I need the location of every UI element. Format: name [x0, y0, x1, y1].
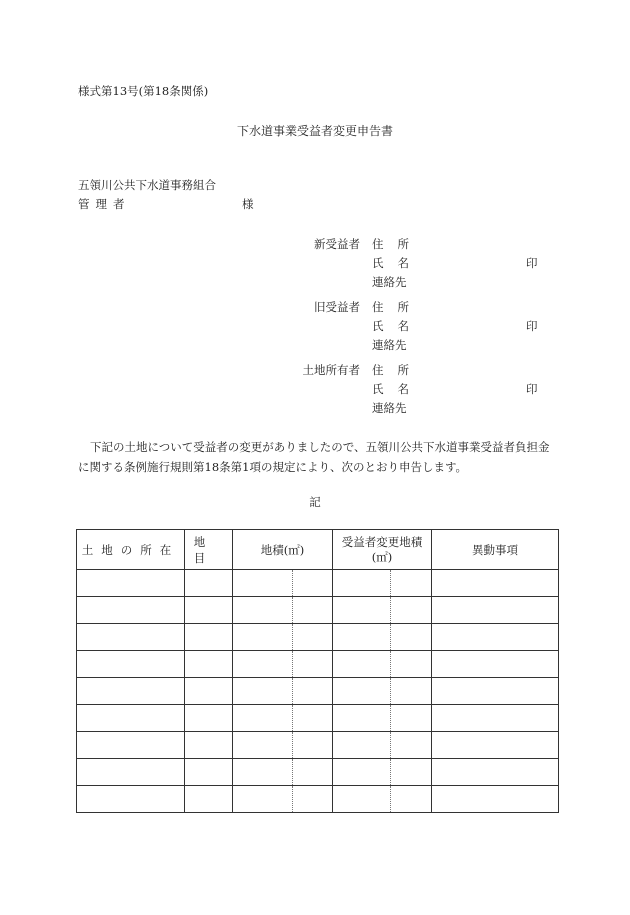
cell-land-area-int[interactable] [233, 624, 293, 651]
party-owner-name-label: 氏名 [372, 382, 423, 396]
party-role-new: 新受益者 [314, 237, 360, 251]
cell-land-area-dec[interactable] [293, 732, 333, 759]
addressee-organization: 五領川公共下水道事務組合 [78, 178, 216, 192]
party-role-owner: 土地所有者 [302, 363, 360, 377]
party-new-contact-label: 連絡先 [372, 275, 407, 289]
cell-changed-area-int[interactable] [333, 597, 391, 624]
party-role-old: 旧受益者 [314, 300, 360, 314]
cell-land-area-int[interactable] [233, 678, 293, 705]
cell-land-category[interactable] [185, 651, 233, 678]
party-owner-seal: 印 [526, 382, 538, 396]
cell-land-area-dec[interactable] [293, 786, 333, 813]
cell-changed-area-int[interactable] [333, 624, 391, 651]
cell-land-area-dec[interactable] [293, 705, 333, 732]
cell-land-category[interactable] [185, 570, 233, 597]
table-row [77, 597, 559, 624]
form-number: 様式第13号(第18条関係) [78, 84, 209, 98]
cell-changed-area-int[interactable] [333, 759, 391, 786]
cell-land-category[interactable] [185, 759, 233, 786]
land-detail-table [76, 529, 559, 813]
table-row [77, 651, 559, 678]
cell-land-area-int[interactable] [233, 570, 293, 597]
party-new-seal: 印 [526, 256, 538, 270]
table-row [77, 786, 559, 813]
table-row [77, 624, 559, 651]
cell-changed-area-int[interactable] [333, 570, 391, 597]
ki-heading: 記 [309, 495, 321, 509]
table-row [77, 678, 559, 705]
cell-changed-area-dec[interactable] [391, 759, 432, 786]
header-change-details: 異動事項 [432, 530, 559, 570]
cell-land-category[interactable] [185, 705, 233, 732]
cell-changed-area-dec[interactable] [391, 732, 432, 759]
cell-land-area-int[interactable] [233, 759, 293, 786]
cell-changed-area-dec[interactable] [391, 786, 432, 813]
cell-land-location[interactable] [77, 570, 185, 597]
party-old-address-label: 住所 [372, 300, 423, 314]
cell-land-category[interactable] [185, 732, 233, 759]
cell-change-details[interactable] [432, 570, 559, 597]
party-new-name-label: 氏名 [372, 256, 423, 270]
cell-land-area-int[interactable] [233, 651, 293, 678]
header-land-location: 土地の所在 [77, 530, 185, 570]
cell-change-details[interactable] [432, 597, 559, 624]
cell-change-details[interactable] [432, 732, 559, 759]
cell-changed-area-dec[interactable] [391, 705, 432, 732]
party-owner-address-label: 住所 [372, 363, 423, 377]
cell-change-details[interactable] [432, 705, 559, 732]
table-row [77, 732, 559, 759]
party-old-name-label: 氏名 [372, 319, 423, 333]
cell-change-details[interactable] [432, 759, 559, 786]
cell-land-area-int[interactable] [233, 786, 293, 813]
cell-land-area-dec[interactable] [293, 678, 333, 705]
cell-land-location[interactable] [77, 651, 185, 678]
party-old-contact-label: 連絡先 [372, 338, 407, 352]
header-changed-area: 受益者変更地積(㎡) [333, 530, 432, 570]
party-new-address-label: 住所 [372, 237, 423, 251]
cell-changed-area-dec[interactable] [391, 597, 432, 624]
cell-land-category[interactable] [185, 786, 233, 813]
cell-changed-area-int[interactable] [333, 651, 391, 678]
cell-land-category[interactable] [185, 678, 233, 705]
cell-changed-area-dec[interactable] [391, 678, 432, 705]
cell-land-location[interactable] [77, 624, 185, 651]
cell-land-location[interactable] [77, 597, 185, 624]
cell-changed-area-int[interactable] [333, 786, 391, 813]
cell-land-category[interactable] [185, 624, 233, 651]
cell-change-details[interactable] [432, 786, 559, 813]
cell-changed-area-int[interactable] [333, 678, 391, 705]
cell-land-location[interactable] [77, 732, 185, 759]
table-body [77, 570, 559, 813]
declaration-text: 下記の土地について受益者の変更がありましたので、五領川公共下水道事業受益者負担金に関する条例施行規則第18条第1項の規定により、次のとおり申告します。 [78, 440, 550, 474]
document-title: 下水道事業受益者変更申告書 [236, 124, 393, 138]
table-row [77, 759, 559, 786]
cell-changed-area-int[interactable] [333, 732, 391, 759]
cell-changed-area-dec[interactable] [391, 651, 432, 678]
cell-change-details[interactable] [432, 651, 559, 678]
header-land-area: 地積(㎡) [233, 530, 333, 570]
cell-changed-area-dec[interactable] [391, 570, 432, 597]
cell-land-category[interactable] [185, 597, 233, 624]
cell-land-location[interactable] [77, 759, 185, 786]
cell-land-area-int[interactable] [233, 597, 293, 624]
cell-land-area-int[interactable] [233, 705, 293, 732]
table-row [77, 705, 559, 732]
cell-land-area-dec[interactable] [293, 570, 333, 597]
table-row [77, 570, 559, 597]
cell-changed-area-int[interactable] [333, 705, 391, 732]
party-old-seal: 印 [526, 319, 538, 333]
table-header-row [77, 530, 559, 570]
cell-land-area-dec[interactable] [293, 759, 333, 786]
party-owner-contact-label: 連絡先 [372, 401, 407, 415]
cell-land-area-dec[interactable] [293, 651, 333, 678]
cell-change-details[interactable] [432, 678, 559, 705]
cell-land-location[interactable] [77, 705, 185, 732]
addressee-honorific: 様 [242, 197, 254, 211]
addressee-position: 管理者 [78, 197, 131, 211]
header-land-category: 地目 [185, 530, 233, 570]
cell-land-area-int[interactable] [233, 732, 293, 759]
cell-land-location[interactable] [77, 678, 185, 705]
cell-land-area-dec[interactable] [293, 597, 333, 624]
cell-changed-area-dec[interactable] [391, 624, 432, 651]
cell-land-location[interactable] [77, 786, 185, 813]
cell-change-details[interactable] [432, 624, 559, 651]
cell-land-area-dec[interactable] [293, 624, 333, 651]
